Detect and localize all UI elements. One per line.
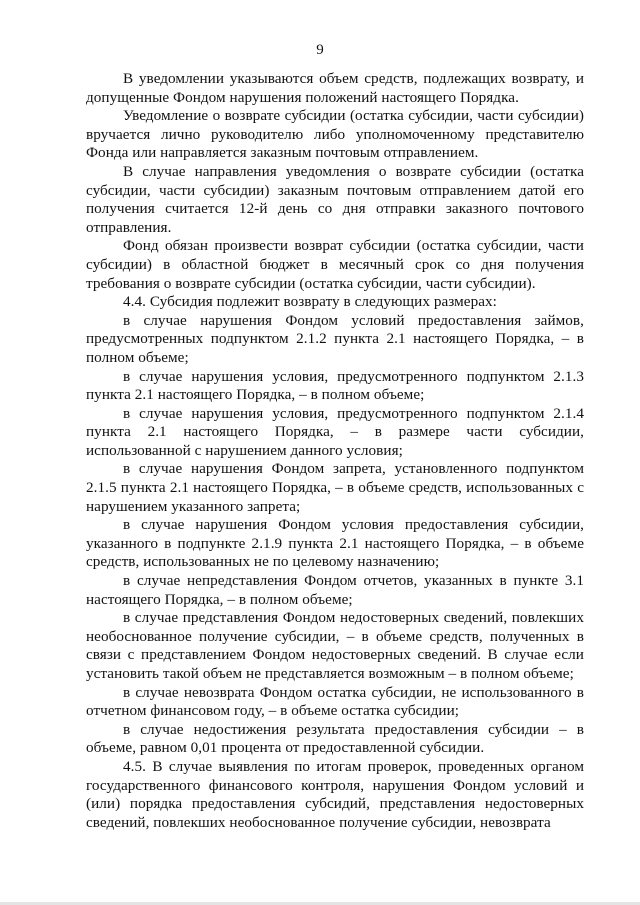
paragraph-case-result: в случае недостижения результата предоставления субсидии – в объеме, равном 0,01 процента от предоставленной субсидии. bbox=[86, 720, 584, 757]
page-number: 9 bbox=[316, 42, 324, 58]
paragraph-notice-delivery: Уведомление о возврате субсидии (остатка субсидии, части субсидии) вручается лично руководителю либо уполномоченному представителю Фонда или направляется заказным почтовым отправлением. bbox=[86, 107, 584, 162]
paragraph-case-2-1-3: в случае нарушения условия, предусмотренного подпунктом 2.1.3 пункта 2.1 настоящего Порядка, – в полном объеме; bbox=[86, 367, 584, 404]
paragraph-notice-contents: В уведомлении указываются объем средств, подлежащих возврату, и допущенные Фондом нарушения положений настоящего Порядка. bbox=[86, 70, 584, 106]
paragraph-notice-receipt-date: В случае направления уведомления о возврате субсидии (остатка субсидии, части субсидии) заказным почтовым отправлением датой его получения считается 12-й день со дня отправки заказного почтового отправления. bbox=[86, 162, 584, 236]
paragraph-case-unreturned-balance: в случае невозврата Фондом остатка субсидии, не использованного в отчетном финансовом году, – в объеме остатка субсидии; bbox=[86, 683, 584, 720]
paragraph-case-loans: в случае нарушения Фондом условий предоставления займов, предусмотренных подпунктом 2.1.2 пункта 2.1 настоящего Порядка, – в полном объеме; bbox=[86, 311, 584, 366]
paragraph-refund-obligation: Фонд обязан произвести возврат субсидии (остатка субсидии, части субсидии) в областной бюджет в месячный срок со дня получения требования о возврате субсидии (остатка субсидии, части субсидии). bbox=[86, 237, 584, 292]
paragraph-case-2-1-9: в случае нарушения Фондом условия предоставления субсидии, указанного в подпункте 2.1.9 пункта 2.1 настоящего Порядка, – в объеме средств, использованных не по целевому назначению; bbox=[86, 516, 584, 571]
paragraph-clause-4-4: 4.4. Субсидия подлежит возврату в следующих размерах: bbox=[123, 293, 497, 311]
paragraph-case-2-1-4: в случае нарушения условия, предусмотренного подпунктом 2.1.4 пункта 2.1 настоящего Порядка, – в размере части субсидии, использованной с нарушением данного условия; bbox=[86, 404, 584, 459]
paragraph-case-2-1-5: в случае нарушения Фондом запрета, установленного подпунктом 2.1.5 пункта 2.1 настоящего Порядка, – в объеме средств, использованных с нарушением указанного запрета; bbox=[86, 460, 584, 515]
paragraph-case-false-info: в случае представления Фондом недостоверных сведений, повлекших необоснованное получение субсидии, – в объеме средств, полученных в связи с представлением Фондом недостоверных сведений. В случае если установить такой объем не представляется возможным – в полном объеме; bbox=[86, 609, 584, 682]
paragraph-clause-4-5: 4.5. В случае выявления по итогам проверок, проведенных органом государственного финансового контроля, нарушения Фондом условий и (или) порядка предоставления субсидий, представления недостоверных сведений, повлекших необоснованное получение субсидии, невозврата bbox=[86, 757, 584, 831]
document-body bbox=[86, 70, 584, 832]
paragraph-case-reports: в случае непредставления Фондом отчетов, указанных в пункте 3.1 настоящего Порядка, – в полном объеме; bbox=[86, 572, 584, 608]
